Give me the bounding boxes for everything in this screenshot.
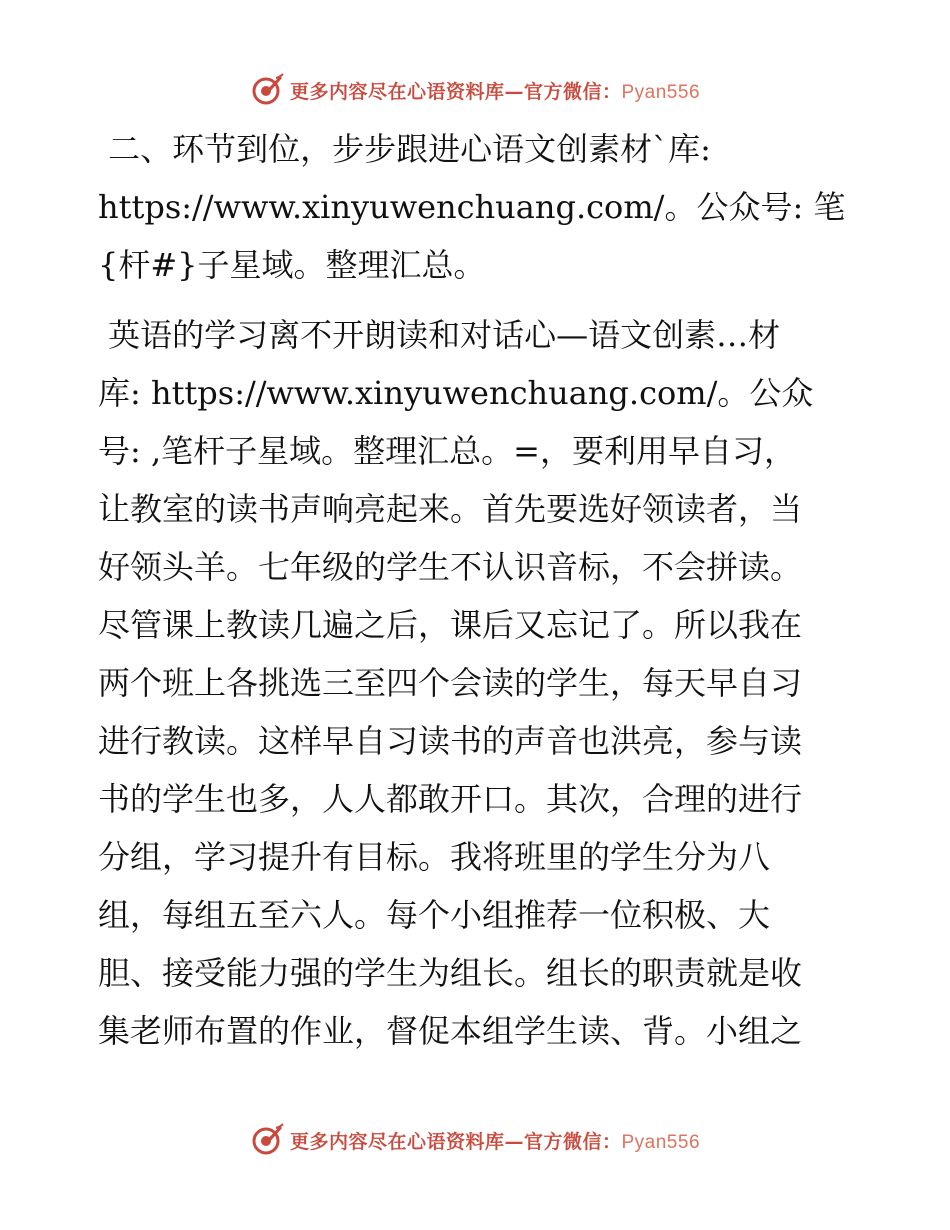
text-line: 二、环节到位，步步跟进心语文创素材`库: xyxy=(98,130,711,168)
paragraph-2 xyxy=(98,306,858,1060)
text-line: 进行教读。这样早自习读书的声音也洪亮，参与读 xyxy=(98,722,803,760)
banner-wechat-label: 官方微信： xyxy=(523,1130,622,1153)
quill-pen-icon xyxy=(250,1123,284,1157)
text-line: 库: https://www.xinyuwenchuang.com/。公众 xyxy=(98,374,814,412)
text-line: {杆#}子星域。整理汇总。 xyxy=(98,246,486,284)
header-banner xyxy=(0,70,950,110)
text-line: 分组，学习提升有目标。我将班里的学生分为八 xyxy=(98,838,771,876)
banner-slogan: 更多内容尽在心语资料库 xyxy=(289,80,505,103)
text-line: 集老师布置的作业，督促本组学生读、背。小组之 xyxy=(98,1012,803,1050)
text-line: 胆、接受能力强的学生为组长。组长的职责就是收 xyxy=(98,954,803,992)
paragraph-1 xyxy=(98,120,858,294)
text-line: https://www.xinyuwenchuang.com/。公众号: 笔 xyxy=(98,188,846,226)
banner-slogan: 更多内容尽在心语资料库 xyxy=(289,1130,505,1153)
text-line: 尽管课上教读几遍之后，课后又忘记了。所以我在 xyxy=(98,606,803,644)
text-line: 书的学生也多，人人都敢开口。其次，合理的进行 xyxy=(98,780,803,818)
text-line: 让教室的读书声响亮起来。首先要选好领读者，当 xyxy=(98,490,803,528)
banner-dash: — xyxy=(504,1130,524,1153)
text-line: 好领头羊。七年级的学生不认识音标，不会拼读。 xyxy=(98,548,803,586)
text-line: 两个班上各挑选三至四个会读的学生，每天早自习 xyxy=(98,664,803,702)
document-body xyxy=(98,120,858,1060)
banner-wechat-id: Pyan556 xyxy=(621,1131,701,1153)
footer-banner xyxy=(0,1120,950,1160)
header-banner-text xyxy=(290,77,700,104)
text-line: 号: ,笔杆子星域。整理汇总。=，要利用早自习， xyxy=(98,432,796,470)
banner-wechat-label: 官方微信： xyxy=(523,80,622,103)
banner-dash: — xyxy=(504,80,524,103)
text-line: 组，每组五至六人。每个小组推荐一位积极、大 xyxy=(98,896,771,934)
footer-banner-text xyxy=(290,1127,700,1154)
text-line: 英语的学习离不开朗读和对话心—语文创素…材 xyxy=(98,316,781,354)
banner-wechat-id: Pyan556 xyxy=(621,81,701,103)
quill-pen-icon xyxy=(250,73,284,107)
